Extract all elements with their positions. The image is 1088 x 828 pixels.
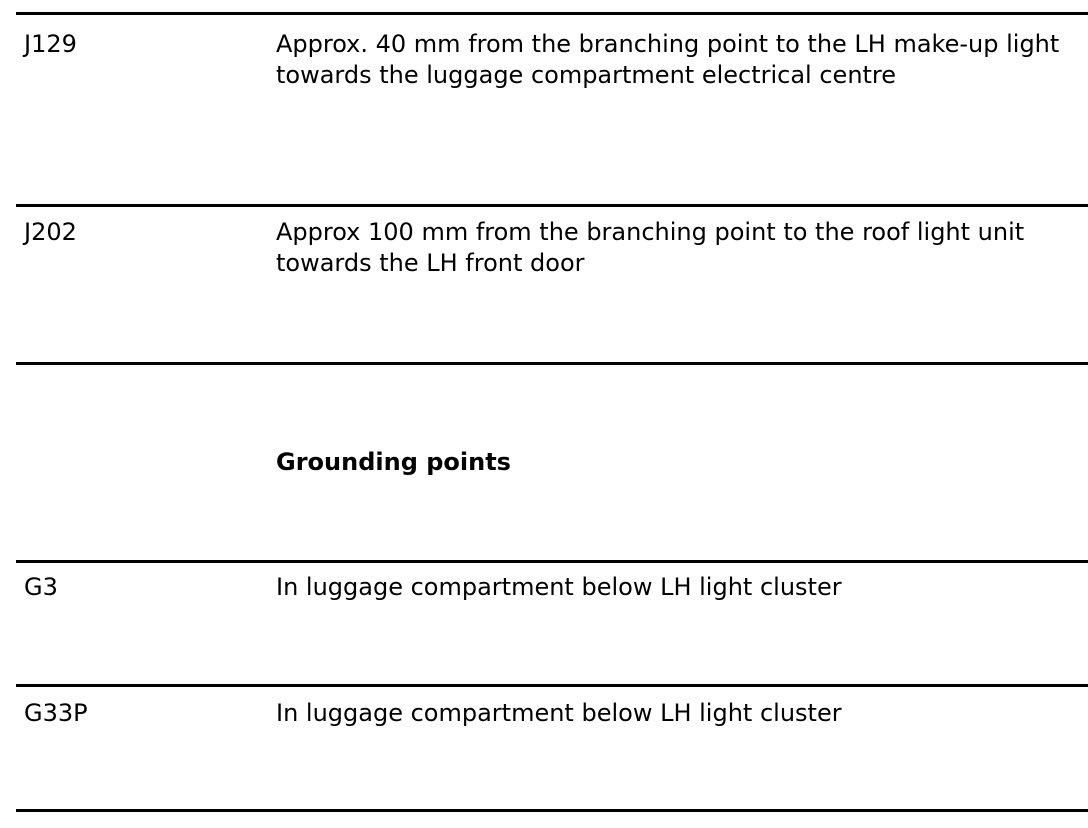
row-description: Approx 100 mm from the branching point to the roof light unit towards the LH front door [276, 218, 1025, 277]
table-rule [16, 560, 1088, 563]
row-description: In luggage compartment below LH light cluster [276, 573, 842, 601]
table-rule-top [16, 12, 1088, 15]
row-description: In luggage compartment below LH light cluster [276, 699, 842, 727]
table-rule [16, 204, 1088, 207]
row-code: G33P [24, 699, 88, 727]
table-rule [16, 684, 1088, 687]
table-rule-bottom [16, 809, 1088, 812]
row-code: J202 [24, 218, 77, 246]
row-description: Approx. 40 mm from the branching point to the LH make-up light towards the luggage compartment electrical centre [276, 30, 1060, 89]
table-rule [16, 362, 1088, 365]
row-code: J129 [24, 30, 77, 58]
section-heading: Grounding points [276, 448, 511, 476]
row-code: G3 [24, 573, 58, 601]
